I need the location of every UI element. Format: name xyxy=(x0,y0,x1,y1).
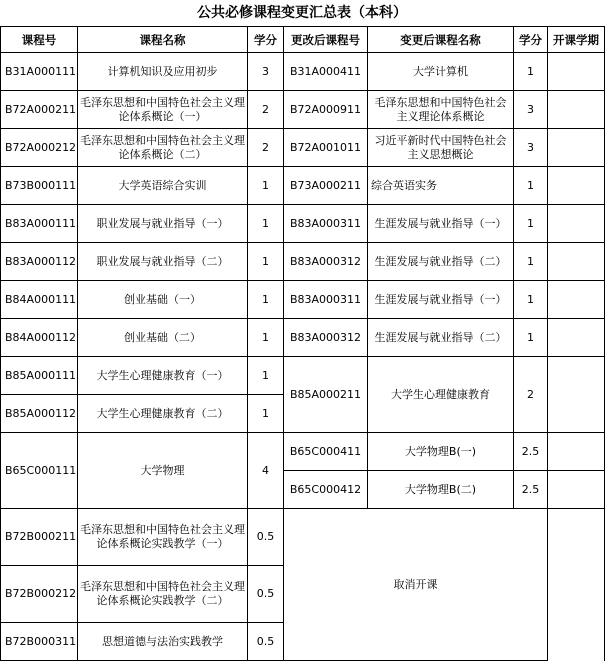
new-course-code: B31A000411 xyxy=(284,53,368,91)
new-course-name: 大学物理B(一) xyxy=(368,433,514,471)
new-credit: 2.5 xyxy=(514,433,548,471)
course-code: B85A000112 xyxy=(1,395,78,433)
cancel-course-cell: 取消开课 xyxy=(284,509,548,661)
new-course-name: 生涯发展与就业指导（二） xyxy=(368,319,514,357)
table-row xyxy=(1,357,605,395)
new-credit-merged: 2 xyxy=(514,357,548,433)
semester-cell xyxy=(548,205,605,243)
course-name: 大学英语综合实训 xyxy=(78,167,248,205)
new-credit: 1 xyxy=(514,281,548,319)
credit: 1 xyxy=(248,167,284,205)
credit: 0.5 xyxy=(248,566,284,623)
table-row xyxy=(1,53,605,91)
semester-cell xyxy=(548,357,605,433)
course-name: 毛泽东思想和中国特色社会主义理论体系概论实践教学（一） xyxy=(78,509,248,566)
course-code: B73B000111 xyxy=(1,167,78,205)
new-course-name: 生涯发展与就业指导（一） xyxy=(368,205,514,243)
course-name: 大学生心理健康教育（二） xyxy=(78,395,248,433)
new-course-name: 生涯发展与就业指导（一） xyxy=(368,281,514,319)
credit: 0.5 xyxy=(248,623,284,661)
new-course-name: 毛泽东思想和中国特色社会主义理论体系概论 xyxy=(368,91,514,129)
new-credit: 1 xyxy=(514,205,548,243)
semester-cell xyxy=(548,167,605,205)
semester-cell xyxy=(548,281,605,319)
course-name: 毛泽东思想和中国特色社会主义理论体系概论（一） xyxy=(78,91,248,129)
new-course-name-merged: 大学生心理健康教育 xyxy=(368,357,514,433)
table-row xyxy=(1,205,605,243)
course-name: 创业基础（一） xyxy=(78,281,248,319)
credit: 1 xyxy=(248,357,284,395)
table-row xyxy=(1,167,605,205)
new-course-code: B72A001011 xyxy=(284,129,368,167)
credit: 1 xyxy=(248,319,284,357)
semester-cell xyxy=(548,129,605,167)
new-credit: 1 xyxy=(514,53,548,91)
new-course-name: 大学物理B(二) xyxy=(368,471,514,509)
course-name: 毛泽东思想和中国特色社会主义理论体系概论实践教学（二） xyxy=(78,566,248,623)
header-semester: 开课学期 xyxy=(548,27,605,53)
semester-cell xyxy=(548,433,605,471)
credit: 3 xyxy=(248,53,284,91)
header-new-course-name: 变更后课程名称 xyxy=(368,27,514,53)
new-course-code-merged: B85A000211 xyxy=(284,357,368,433)
credit: 4 xyxy=(248,433,284,509)
credit: 1 xyxy=(248,395,284,433)
credit: 1 xyxy=(248,243,284,281)
course-name: 计算机知识及应用初步 xyxy=(78,53,248,91)
course-code: B72B000311 xyxy=(1,623,78,661)
new-course-code: B65C000412 xyxy=(284,471,368,509)
new-course-code: B65C000411 xyxy=(284,433,368,471)
new-course-name: 综合英语实务 xyxy=(368,167,514,205)
credit: 1 xyxy=(248,205,284,243)
header-credit: 学分 xyxy=(248,27,284,53)
course-name: 毛泽东思想和中国特色社会主义理论体系概论（二） xyxy=(78,129,248,167)
table-row xyxy=(1,319,605,357)
course-code: B72B000212 xyxy=(1,566,78,623)
new-credit: 1 xyxy=(514,243,548,281)
semester-cell xyxy=(548,319,605,357)
new-course-name: 生涯发展与就业指导（二） xyxy=(368,243,514,281)
credit: 2 xyxy=(248,91,284,129)
new-course-code: B73A000211 xyxy=(284,167,368,205)
course-code: B31A000111 xyxy=(1,53,78,91)
course-name: 职业发展与就业指导（一） xyxy=(78,205,248,243)
new-course-code: B83A000311 xyxy=(284,281,368,319)
semester-cell xyxy=(548,53,605,91)
header-row xyxy=(1,27,605,53)
new-course-code: B83A000312 xyxy=(284,243,368,281)
course-name: 大学生心理健康教育（一） xyxy=(78,357,248,395)
table-row xyxy=(1,129,605,167)
credit: 1 xyxy=(248,281,284,319)
new-course-name: 大学计算机 xyxy=(368,53,514,91)
course-code: B65C000111 xyxy=(1,433,78,509)
course-code: B84A000111 xyxy=(1,281,78,319)
table-row xyxy=(1,281,605,319)
semester-cell xyxy=(548,243,605,281)
course-name: 职业发展与就业指导（二） xyxy=(78,243,248,281)
course-name: 创业基础（二） xyxy=(78,319,248,357)
header-new-credit: 学分 xyxy=(514,27,548,53)
course-code: B72A000212 xyxy=(1,129,78,167)
new-course-name: 习近平新时代中国特色社会主义思想概论 xyxy=(368,129,514,167)
new-credit: 3 xyxy=(514,91,548,129)
new-credit: 3 xyxy=(514,129,548,167)
course-code: B85A000111 xyxy=(1,357,78,395)
new-credit: 2.5 xyxy=(514,471,548,509)
table-title: 公共必修课程变更汇总表（本科） xyxy=(197,5,407,21)
header-course-name: 课程名称 xyxy=(78,27,248,53)
new-credit: 1 xyxy=(514,167,548,205)
course-name: 大学物理 xyxy=(78,433,248,509)
course-code: B72B000211 xyxy=(1,509,78,566)
course-name: 思想道德与法治实践教学 xyxy=(78,623,248,661)
new-course-code: B72A000911 xyxy=(284,91,368,129)
course-code: B72A000211 xyxy=(1,91,78,129)
table-row xyxy=(1,433,605,471)
table-row xyxy=(1,243,605,281)
credit: 2 xyxy=(248,129,284,167)
new-course-code: B83A000311 xyxy=(284,205,368,243)
semester-cell xyxy=(548,91,605,129)
semester-cell xyxy=(548,471,605,509)
new-credit: 1 xyxy=(514,319,548,357)
course-code: B84A000112 xyxy=(1,319,78,357)
semester-cell xyxy=(548,509,605,661)
header-new-course-code: 更改后课程号 xyxy=(284,27,368,53)
header-course-code: 课程号 xyxy=(1,27,78,53)
course-code: B83A000111 xyxy=(1,205,78,243)
new-course-code: B83A000312 xyxy=(284,319,368,357)
table-row xyxy=(1,509,605,566)
course-code: B83A000112 xyxy=(1,243,78,281)
course-change-table xyxy=(0,26,605,661)
table-row xyxy=(1,91,605,129)
credit: 0.5 xyxy=(248,509,284,566)
